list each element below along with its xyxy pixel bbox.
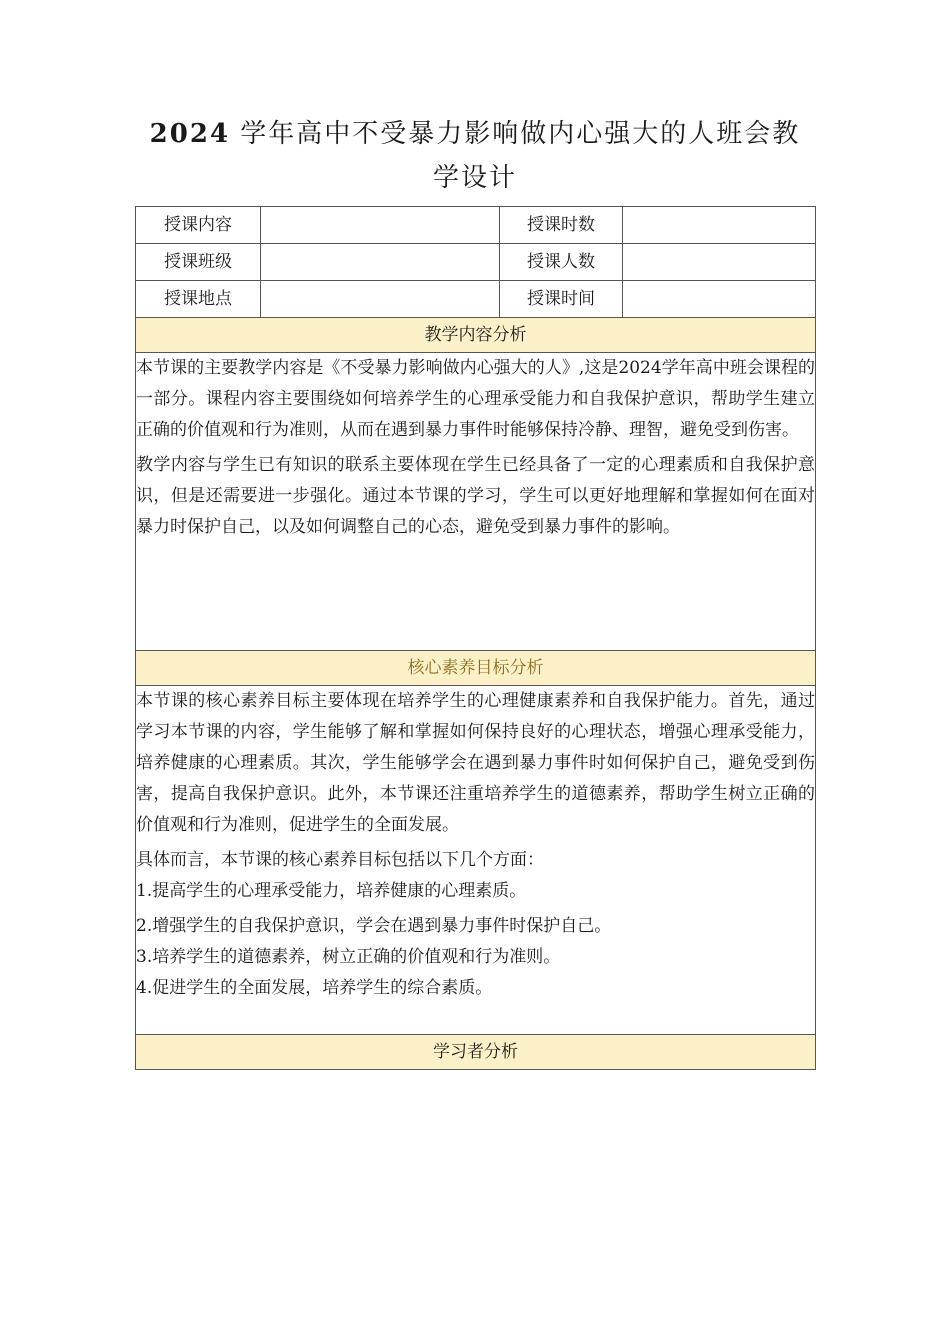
title-line2: 学设计 — [432, 163, 517, 193]
label-lesson-content: 授课内容 — [136, 207, 261, 244]
paragraph: 具体而言，本节课的核心素养目标包括以下几个方面： — [136, 850, 544, 870]
document-title — [135, 112, 815, 200]
paragraph: 本节课的核心素养目标主要体现在培养学生的心理健康素养和自我保护能力。首先，通过学习本节课的内容，学生能够了解和掌握如何保持良好的心理状态，增强心理承受能力，培养健康的心理素质。其次，学生能够学会在遇到暴力事件时如何保护自己，避免受到伤害，提高自我保护意识。此外，本节课还注重培养学生的道德素养，帮助学生树立正确的价值观和行为准则，促进学生的全面发展。 — [136, 691, 815, 835]
value-lesson-class — [261, 244, 500, 281]
section-heading: 学习者分析 — [136, 1035, 816, 1070]
section-body-core-literacy — [136, 686, 816, 1035]
core-literacy-text — [136, 686, 816, 1035]
list-item: 2.增强学生的自我保护意识，学会在遇到暴力事件时保护自己。 — [136, 916, 612, 936]
info-row-class — [136, 244, 816, 281]
section-heading: 核心素养目标分析 — [136, 651, 816, 686]
paragraph: 教学内容与学生已有知识的联系主要体现在学生已经具备了一定的心理素质和自我保护意识，但是还需要进一步强化。通过本节课的学习，学生可以更好地理解和掌握如何在面对暴力时保护自己，以及如何调整自己的心态，避免受到暴力事件的影响。 — [136, 455, 815, 537]
section-body-content-analysis — [136, 353, 816, 651]
paragraph: 本节课的主要教学内容是《不受暴力影响做内心强大的人》,这是2024学年高中班会课程的一部分。课程内容主要围绕如何培养学生的心理承受能力和自我保护意识，帮助学生建立正确的价值观和行为准则，从而在遇到暴力事件时能够保持冷静、理智，避免受到伤害。 — [136, 358, 815, 440]
value-lesson-time — [623, 281, 816, 318]
section-header-learner — [136, 1035, 816, 1070]
label-student-count: 授课人数 — [500, 244, 623, 281]
value-lesson-hours — [623, 207, 816, 244]
label-lesson-hours: 授课时数 — [500, 207, 623, 244]
label-lesson-class: 授课班级 — [136, 244, 261, 281]
label-lesson-time: 授课时间 — [500, 281, 623, 318]
section-heading: 教学内容分析 — [136, 318, 816, 353]
title-line1: 学年高中不受暴力影响做内心强大的人班会教 — [230, 119, 801, 149]
section-header-content-analysis — [136, 318, 816, 353]
info-row-content — [136, 207, 816, 244]
title-year: 2024 — [149, 119, 231, 149]
lesson-plan-table — [135, 206, 816, 1070]
info-row-location — [136, 281, 816, 318]
list-item: 3.培养学生的道德素养，树立正确的价值观和行为准则。 — [136, 947, 561, 967]
value-lesson-location — [261, 281, 500, 318]
list-item: 4.促进学生的全面发展，培养学生的综合素质。 — [136, 978, 493, 998]
label-lesson-location: 授课地点 — [136, 281, 261, 318]
content-analysis-text — [136, 353, 816, 651]
value-lesson-content — [261, 207, 500, 244]
section-header-core-literacy — [136, 651, 816, 686]
value-student-count — [623, 244, 816, 281]
list-item: 1.提高学生的心理承受能力，培养健康的心理素质。 — [136, 881, 527, 901]
